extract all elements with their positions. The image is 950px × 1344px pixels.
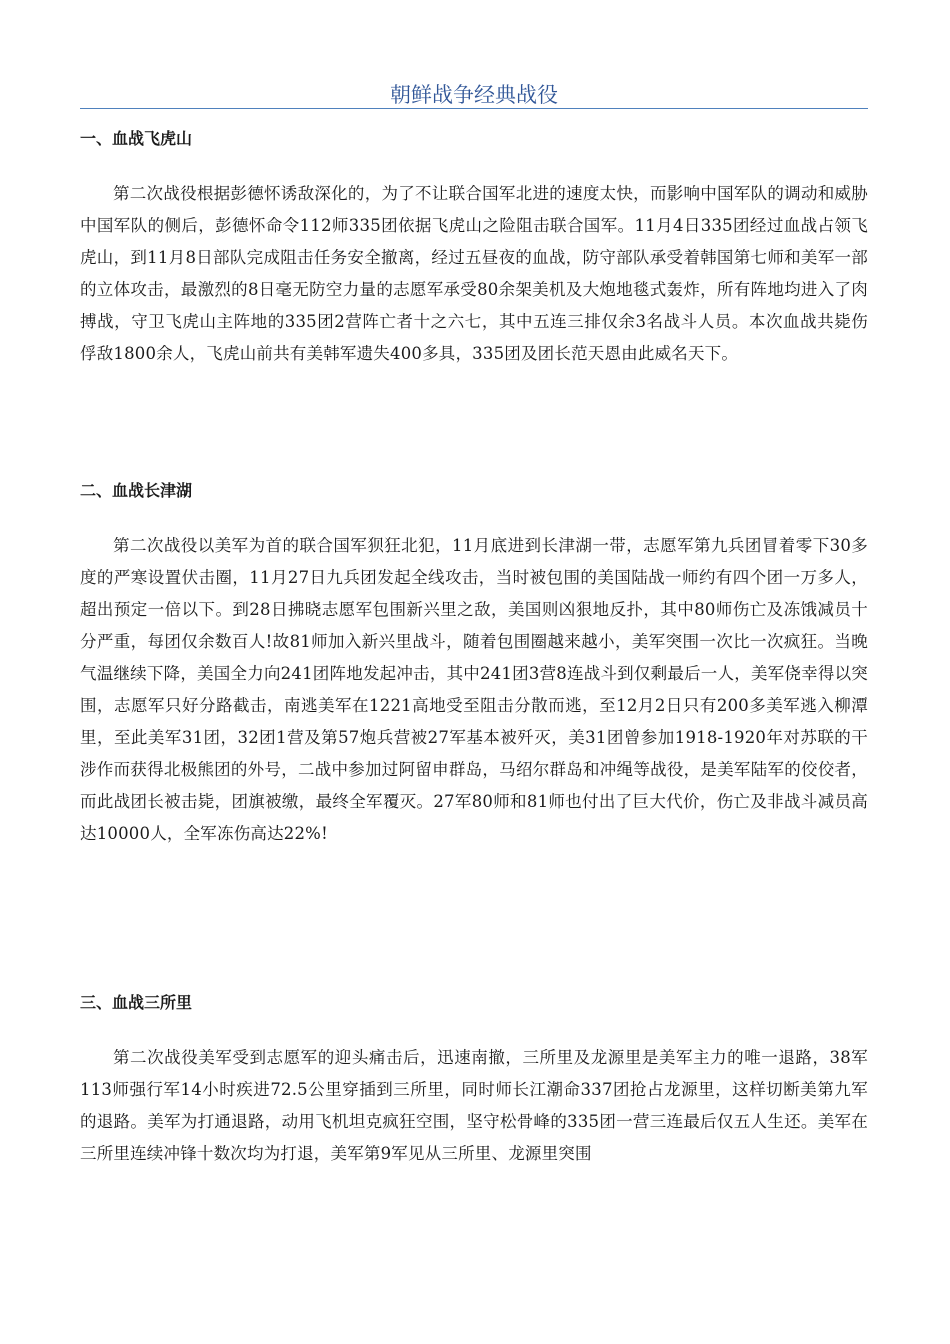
section-paragraph: 第二次战役美军受到志愿军的迎头痛击后，迅速南撤，三所里及龙源里是美军主力的唯一退路，38军113师强行军14小时疾进72.5公里穿插到三所里，同时师长江潮命337团抢占龙源里，这样切断美第九军的退路。美军为打通退路，动用飞机坦克疯狂空围，坚守松骨峰的335团一营三连最后仅五人生还。美军在三所里连续冲锋十数次均为打退，美军第9军见从三所里、龙源里突围	[80, 1048, 868, 1163]
section-heading: 一、血战飞虎山	[80, 129, 193, 148]
title-underline	[80, 108, 868, 109]
section-paragraph: 第二次战役以美军为首的联合国军狈狂北犯，11月底进到长津湖一带，志愿军第九兵团冒着零下30多度的严寒设置伏击圈，11月27日九兵团发起全线攻击，当时被包围的美国陆战一师约有四个团一万多人，超出预定一倍以下。到28日拂晓志愿军包围新兴里之敌，美国则凶狠地反扑，其中80师伤亡及冻饿减员十分严重，每团仅余数百人!故81师加入新兴里战斗，随着包围圈越来越小，美军突围一次比一次疯狂。当晚气温继续下降，美国全力向241团阵地发起冲击，其中241团3营8连战斗到仅剩最后一人，美军侥幸得以突围，志愿军只好分路截击，南逃美军在1221高地受至阻击分散而逃，至12月2日只有200多美军逃入柳潭里，至此美军31团，32团1营及第57炮兵营被27军基本被歼灭，美31团曾参加1918-1920年对苏联的干涉作而获得北极熊团的外号，二战中参加过阿留申群岛，马绍尔群岛和冲绳等战役，是美军陆军的佼佼者，而此战团长被击毙，团旗被缴，最终全军覆灭。27军80师和81师也付出了巨大代价，伤亡及非战斗减员高达10000人，全军冻伤高达22%!	[80, 536, 868, 843]
section-paragraph: 第二次战役根据彭德怀诱敌深化的，为了不让联合国军北进的速度太快，而影响中国军队的调动和威胁中国军队的侧后，彭德怀命令112师335团依据飞虎山之险阻击联合国军。11月4日335团经过血战占领飞虎山，到11月8日部队完成阻击任务安全撤离，经过五昼夜的血战，防守部队承受着韩国第七师和美军一部的立体攻击，最激烈的8日毫无防空力量的志愿军承受80余架美机及大炮地毯式轰炸，所有阵地均进入了肉搏战，守卫飞虎山主阵地的335团2营阵亡者十之六七，其中五连三排仅余3名战斗人员。本次血战共毙伤俘敌1800余人，飞虎山前共有美韩军遗失400多具，335团及团长范天恩由此威名天下。	[80, 184, 868, 363]
section-sansuoli	[80, 990, 868, 1170]
section-heading: 三、血战三所里	[80, 993, 193, 1012]
document-title: 朝鲜战争经典战役	[390, 83, 558, 107]
section-changjinhu	[80, 478, 868, 850]
section-feihushan	[80, 126, 868, 370]
section-heading: 二、血战长津湖	[80, 481, 193, 500]
